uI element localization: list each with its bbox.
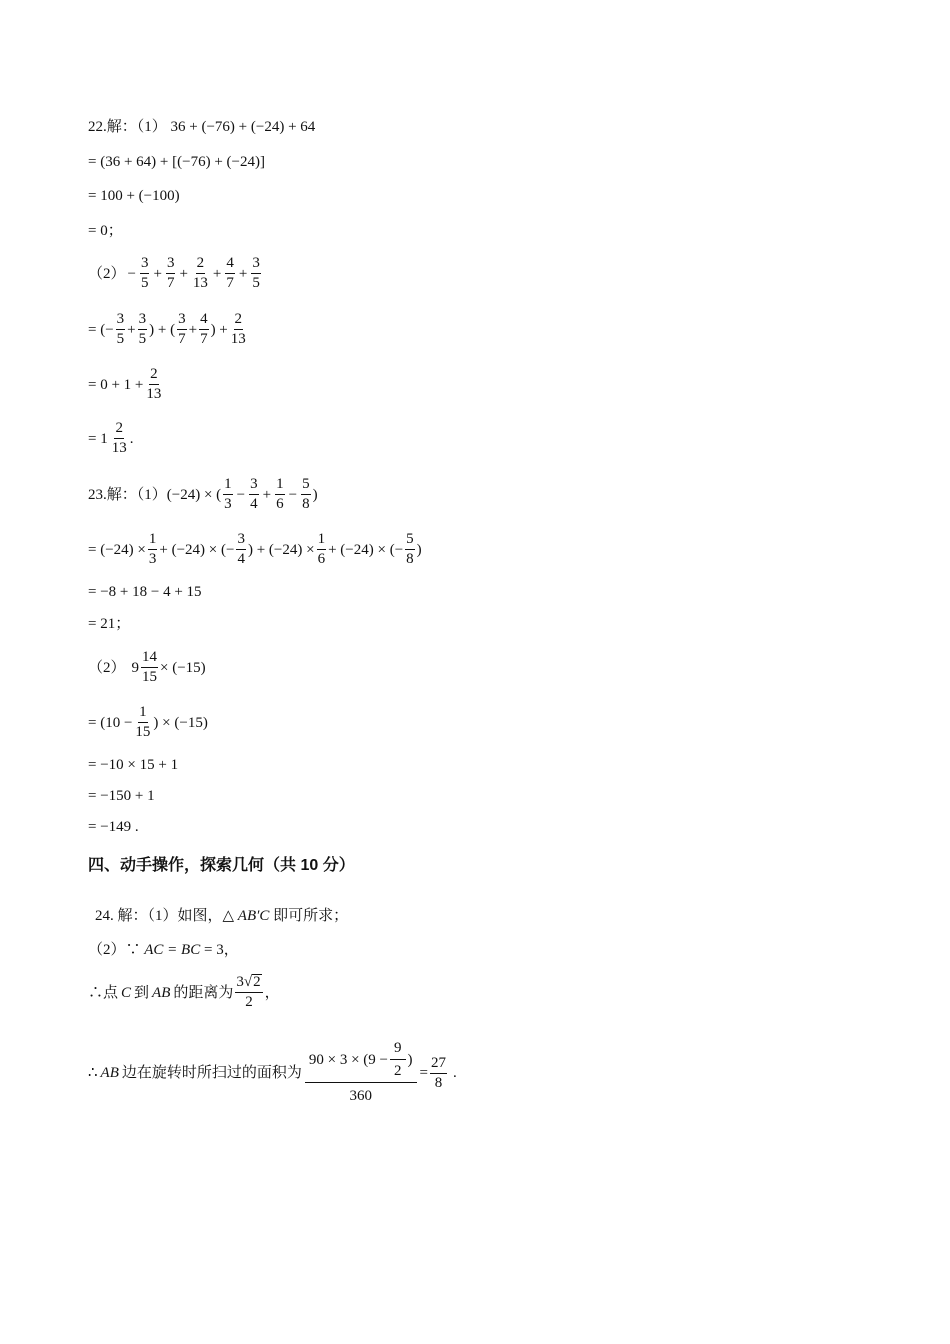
q22-line-6: = (− $\frac{3}{5}$ + $\frac{3}{5}$ ) + ( $\frac{3}{7}$ + $\frac{4}{7}$ ) + $\frac{2}{13}$ [88,311,246,347]
q22-line-1: 22.解：（1） 36 + (−76) + (−24) + 64 [88,119,316,135]
q24-line-3: ∴点 C 到 AB 的距离为 3 √ 2 2 ， [88,974,280,1010]
fraction: $\frac{4}{7}$ [226,255,234,291]
q24-line-4: ∴ AB 边在旋转时所扫过的面积为 90 × 3 × (9 − $\frac{9}{2}$ ) 360 = $\frac{27}{8}$ . [88,1040,457,1104]
operator: + [262,486,272,503]
q23-line-7: = −10 × 15 + 1 [88,757,179,773]
fraction: $\frac{2}{13}$ [230,311,246,347]
fraction: $\frac{3}{5}$ [252,255,260,291]
fraction: $\frac{2}{13}$ [111,420,127,456]
fraction: $\frac{1}{3}$ [224,476,232,512]
fraction: $\frac{3}{4}$ [250,476,258,512]
fraction: $\frac{1}{3}$ [148,531,157,567]
fraction: $\frac{5}{8}$ [406,531,414,567]
fraction: $\frac{14}{15}$ [142,649,158,685]
q24-line-2: （2）∵ AC = BC = 3， [88,942,239,958]
fraction: $\frac{3}{5}$ [116,311,125,347]
fraction: $\frac{1}{15}$ [135,704,151,740]
operator: + [179,265,188,282]
fraction: $\frac{4}{7}$ [200,311,208,347]
q22-line-7: = 0 + 1 + $\frac{2}{13}$ [88,366,162,402]
fraction: $\frac{2}{13}$ [192,255,208,291]
q22-part2-expr [126,255,263,292]
fraction: $\frac{2}{13}$ [146,366,162,402]
q23-line-6: = (10 − $\frac{1}{15}$ ) × (−15) [88,704,208,740]
q22-line-4: = 0； [88,223,123,239]
q22-line-2: = (36 + 64) + [(−76) + (−24)] [88,154,265,170]
operator: + [238,265,248,282]
q23-line-1-fractions [221,476,312,513]
q23-line-3: = −8 + 18 − 4 + 15 [88,584,202,600]
fraction-sqrt: 3 √ 2 2 [236,974,261,1010]
fraction: $\frac{3}{5}$ [138,311,147,347]
q23-line-8: = −150 + 1 [88,788,155,804]
fraction: $\frac{3}{5}$ [140,255,149,291]
sqrt-symbol: √ 2 [243,974,261,990]
q24-line-1: 24. 解：（1）如图，△ AB′C 即可所求； [95,908,349,924]
operator: + [153,265,162,282]
section-heading: 四、动手操作，探索几何（共 10 分） [88,857,355,874]
q22-part2-line: （2） − $\frac{3}{5}$ + $\frac{3}{7}$ + $\frac{2}{13}$ + $\frac{4}{7}$ + $\frac{3}{5}$ [88,255,263,292]
operator: − [236,486,246,503]
fraction: $\frac{1}{6}$ [317,531,326,567]
q23-line-4: = 21； [88,616,131,632]
q23-line-9: = −149 . [88,819,139,835]
q22-line-8: = 1 $\frac{2}{13}$ . [88,420,134,456]
fraction: $\frac{5}{8}$ [302,476,310,512]
q23-line-2: = (−24) × $\frac{1}{3}$ + (−24) × (− $\frac{3}{4}$ ) + (−24) × $\frac{1}{6}$ + (−24) × (− $\frac{5}{8}$ ) [88,531,422,567]
fraction: $\frac{3}{7}$ [166,255,175,291]
operator: − [288,486,298,503]
area-fraction: 90 × 3 × (9 − $\frac{9}{2}$ ) 360 [305,1040,417,1106]
q22-line-3: = 100 + (−100) [88,188,180,204]
operator: + [212,265,222,282]
operator: − [127,265,136,282]
fraction: $\frac{27}{8}$ [430,1054,446,1091]
fraction: $\frac{3}{4}$ [237,531,245,567]
fraction: $\frac{9}{2}$ [390,1040,406,1080]
fraction: $\frac{1}{6}$ [276,476,284,512]
fraction: $\frac{3}{7}$ [178,311,186,347]
q23-line-1: 23.解：（1） (−24) × ( $\frac{1}{3}$ − $\frac{3}{4}$ + $\frac{1}{6}$ − $\frac{5}{8}$ ) [88,476,318,512]
q23-part2-line: （2） 9 $\frac{14}{15}$ × (−15) [88,649,206,685]
